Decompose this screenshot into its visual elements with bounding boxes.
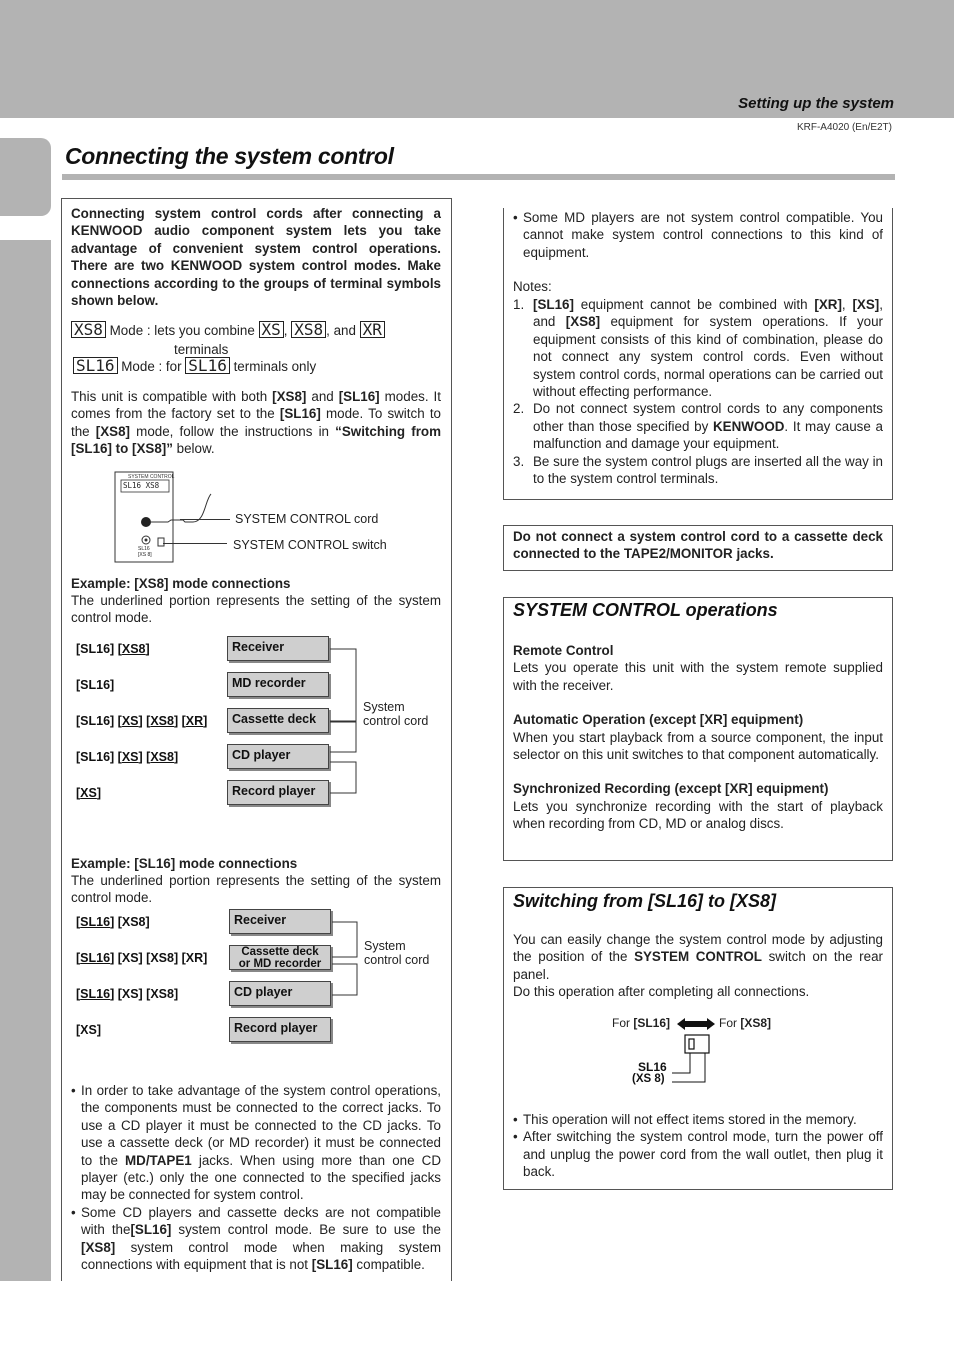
left-bullets xyxy=(71,1082,441,1273)
sl16-mode-line: SL16 Mode : for SL16 terminals only xyxy=(73,357,316,375)
xs8-cord-label: System control cord xyxy=(363,700,429,728)
panel-switch-label: SL16 [XS 8] xyxy=(138,546,152,558)
switching-bullet-2: • After switching the system control mode, turn the power off and unplug the power cord from the wall outlet, then plug it back. xyxy=(513,1129,883,1180)
sl16-symbol: SL16 xyxy=(73,357,118,374)
remote-text: Lets you operate this unit with the system remote supplied with the receiver. xyxy=(513,660,883,693)
connection-terminals: [SL16] [XS] [XS8] xyxy=(76,750,179,764)
xs-symbol: XS xyxy=(259,321,284,338)
left-bullet-2: • Some CD players and cassette decks are not compatible with the[SL16] system control mode. Be sure to use the [XS8] system control mode when making system connections with equipment that is not [SL16] compatible. xyxy=(71,1204,441,1273)
system-control-switch-diagram xyxy=(660,1033,715,1085)
switch-label-xs8: (XS 8) xyxy=(632,1073,665,1085)
connection-terminals: [SL16] [XS] [XS8] [XR] xyxy=(76,951,208,965)
section-header: Setting up the system xyxy=(738,95,894,112)
remote-heading: Remote Control xyxy=(513,643,614,658)
switch-direction-arrow-icon xyxy=(677,1017,717,1031)
switching-bullet-1: • This operation will not effect items stored in the memory. xyxy=(513,1112,857,1127)
note-2: 2. Do not connect system control cords to any components other than those specified by KENWOOD. It may cause a malfunction and damage your equipment. xyxy=(513,401,883,452)
left-bullet-1: • In order to take advantage of the system control operations, the components must be connected to the correct jacks. To use a CD player it must be connected to the CD jacks. To use a cassette deck (or MD recorder) it must be connected to the MD/TAPE1 jacks. When using more than one CD player (etc.) only the one connected to the specified jacks may be connected for system control. xyxy=(71,1083,441,1203)
panel-title: SYSTEM CONTROL xyxy=(128,474,175,480)
device-box: Record player xyxy=(229,1017,331,1042)
for-sl16-label: For [SL16] xyxy=(612,1016,671,1030)
switch-leader xyxy=(163,543,227,544)
connection-terminals: [XS] xyxy=(76,786,102,800)
device-box: MD recorder xyxy=(227,672,329,697)
panel-modes: SL16 XS8 xyxy=(123,481,160,490)
xs8-symbol: XS8 xyxy=(71,321,106,338)
auto-text: When you start playback from a source component, the input selector on this unit switches to that component automatically. xyxy=(513,729,883,763)
xs8-example-heading: Example: [XS8] mode connections xyxy=(71,576,291,591)
cord-callout: SYSTEM CONTROL cord xyxy=(235,512,379,526)
for-xs8-label: For [XS8] xyxy=(719,1016,772,1030)
device-box: Cassette deck or MD recorder xyxy=(229,945,331,970)
xs8-example-desc: The underlined portion represents the setting of the system control mode. xyxy=(71,593,441,626)
device-box: Receiver xyxy=(227,636,329,661)
notes-label: Notes: xyxy=(513,279,552,294)
switching-text: You can easily change the system control mode by adjusting the position of the SYSTEM CONTROL switch on the rear panel. Do this operation after completing all connections. xyxy=(513,932,883,1000)
sync-text: Lets you synchronize recording with the start of playback when recording from CD, MD or analog discs. xyxy=(513,798,883,832)
switch-callout: SYSTEM CONTROL switch xyxy=(233,538,387,552)
sl16-example-heading: Example: [SL16] mode connections xyxy=(71,856,298,871)
xs8-mode-line: XS8 Mode : lets you combine XS , XS8 , and XR xyxy=(71,321,446,339)
intro-text: Connecting system control cords after connecting a KENWOOD audio component system lets you take advantage of convenient system control operations. There are two KENWOOD system control modes. Make connections according to the groups of terminal symbols shown below. xyxy=(71,206,441,309)
operations-title: SYSTEM CONTROL operations xyxy=(513,600,778,620)
switching-bullets xyxy=(513,1111,883,1181)
device-box: Receiver xyxy=(229,909,331,934)
xs8-cord-brackets xyxy=(328,640,368,810)
connection-terminals: [SL16] xyxy=(76,678,115,692)
device-box: CD player xyxy=(227,744,329,769)
sl16-cord-label: System control cord xyxy=(364,939,430,967)
connection-terminals: [SL16] [XS8] xyxy=(76,915,150,929)
connection-terminals: [SL16] [XS] [XS8] [XR] xyxy=(76,714,208,728)
sync-heading: Synchronized Recording (except [XR] equipment) xyxy=(513,781,829,797)
device-box: Record player xyxy=(227,780,329,805)
notes-list xyxy=(513,296,883,487)
note-3: 3. Be sure the system control plugs are inserted all the way in to the system control terminals. xyxy=(513,453,883,487)
model-number: KRF-A4020 (En/E2T) xyxy=(796,122,892,133)
md-players-note: • Some MD players are not system control compatible. You cannot make system control connections to this kind of equipment. xyxy=(513,210,883,260)
xs8-mode-terminals: terminals xyxy=(174,342,229,357)
sl16-example-desc: The underlined portion represents the setting of the system control mode. xyxy=(71,873,441,906)
device-box: Cassette deck xyxy=(227,708,329,733)
connection-terminals: [SL16] [XS] [XS8] xyxy=(76,987,179,1001)
sl16-symbol-b: SL16 xyxy=(185,357,230,374)
warning-text: Do not connect a system control cord to a cassette deck connected to the TAPE2/MONITOR jacks. xyxy=(513,529,883,562)
auto-heading: Automatic Operation (except [XR] equipment) xyxy=(513,712,804,728)
note-1: 1. [SL16] equipment cannot be combined with [XR], [XS], and [XS8] equipment for system operations. If your equipment consists of this kind of combination, please do not connect any system control cords. Even without system control cords, normal operations can be carried out without effecting performance. xyxy=(513,297,884,400)
device-box: CD player xyxy=(229,981,331,1006)
xs8-symbol-b: XS8 xyxy=(291,321,326,338)
operations-content xyxy=(513,642,883,833)
connection-terminals: [SL16] [XS8] xyxy=(76,642,150,656)
connection-terminals: [XS] xyxy=(76,1023,101,1037)
switch-label-sl16: SL16 xyxy=(638,1060,667,1074)
side-tab-top xyxy=(0,138,51,216)
compat-text: This unit is compatible with both [XS8] and [SL16] modes. It comes from the factory set to the [SL16] mode. To switch to the [XS8] mode, follow the instructions in “Switching from [SL16] to [XS8]” below. xyxy=(71,389,441,457)
xr-symbol: XR xyxy=(360,321,385,338)
page-title: Connecting the system control xyxy=(65,143,394,169)
switching-title: Switching from [SL16] to [XS8] xyxy=(513,891,777,911)
cord-leader xyxy=(180,519,230,520)
side-tab-bar xyxy=(0,240,51,1281)
title-rule xyxy=(62,174,895,180)
